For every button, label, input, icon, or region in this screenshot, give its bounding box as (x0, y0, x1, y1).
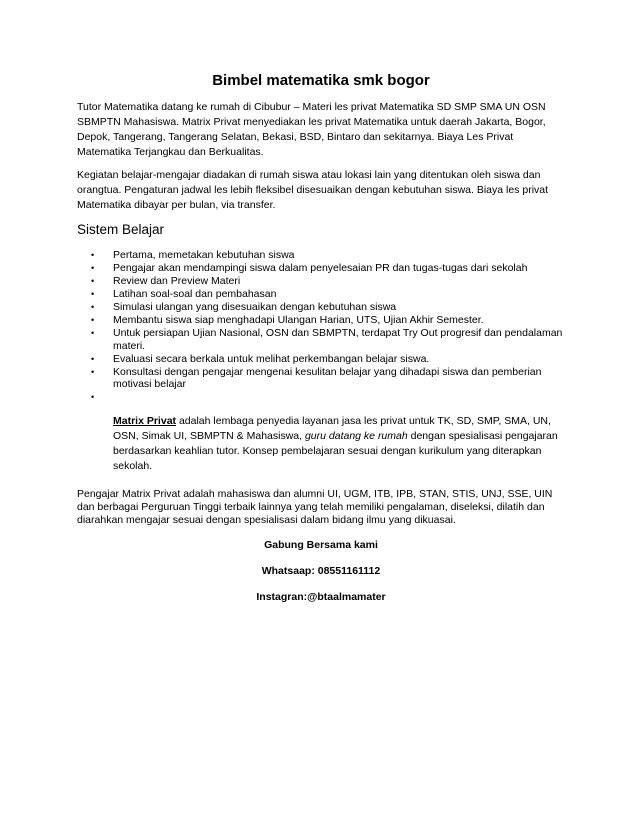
about-text-1: adalah lembaga penyedia layanan jasa les privat untuk TK, SD, SMP, SMA, UN, OSN, Simak UI, SBMPTN & Mahasiswa, (113, 414, 551, 442)
list-item (77, 275, 565, 288)
about-text-2: dengan spesialisasi pengajaran berdasarkan keahlian tutor. Konsep pembelajaran sesuai dengan kurikulum yang diterapkan sekolah. (113, 429, 558, 472)
list-item (77, 301, 565, 314)
list-item-text: Latihan soal-soal dan pembahasan (113, 288, 277, 300)
bullet-icon: • (91, 366, 95, 377)
list-item (77, 288, 565, 301)
list-item (77, 327, 565, 352)
list-item (77, 249, 565, 262)
list-item-text: Simulasi ulangan yang disesuaikan dengan kebutuhan siswa (113, 301, 397, 313)
learning-system-list (77, 249, 565, 404)
whatsapp-contact: Whatsaap: 08551161112 (261, 564, 381, 577)
list-item-text: Pengajar akan mendampingi siswa dalam penyelesaian PR dan tugas-tugas dari sekolah (113, 262, 528, 274)
about-paragraph (113, 414, 565, 474)
list-item (77, 353, 565, 366)
join-text: Gabung Bersama kami (264, 538, 378, 551)
bullet-icon: • (91, 263, 95, 273)
section-heading: Sistem Belajar (77, 222, 165, 237)
document-page (77, 72, 565, 617)
bullet-icon: • (91, 302, 95, 312)
bullet-icon: • (91, 392, 95, 402)
list-item-text: Konsultasi dengan pengajar mengenai kesulitan belajar yang dihadapi siswa dan pemberian motivasi belajar (113, 365, 542, 390)
instagram-contact: Instagran:@btaalmamater (256, 590, 386, 603)
about-italic-text: guru datang ke rumah (304, 429, 408, 442)
tutors-paragraph: Pengajar Matrix Privat adalah mahasiswa dan alumni UI, UGM, ITB, IPB, STAN, STIS, UNJ, SSE, UIN dan berbagai Perguruan Tinggi terbaik lainnya yang telah memiliki pengalaman, diseleksi, dilatih dan diarahkan mengajar sesuai dengan spesialisasi dalam bidang ilmu yang dikuasai. (77, 487, 553, 526)
list-item-text: Review dan Preview Materi (113, 275, 241, 287)
bullet-icon: • (91, 289, 95, 299)
bullet-icon: • (91, 328, 95, 338)
document-title: Bimbel matematika smk bogor (212, 72, 430, 89)
intro-paragraph: Tutor Matematika datang ke rumah di Cibubur – Materi les privat Matematika SD SMP SMA UN OSN SBMPTN Mahasiswa. Matrix Privat menyediakan les privat Matematika untuk daerah Jakarta, Bogor, Depok, Tangerang, Tangerang Selatan, Bekasi, BSD, Bintaro dan sekitarnya. Biaya Les Privat Matematika Terjangkau dan Berkualitas. (77, 101, 546, 158)
matrix-privat-link[interactable]: Matrix Privat (113, 414, 177, 427)
list-item-text: Untuk persiapan Ujian Nasional, OSN dan SBMPTN, terdapat Try Out progresif dan pendalaman materi. (113, 327, 563, 352)
bullet-icon: • (91, 276, 95, 286)
list-item-text: Pertama, memetakan kebutuhan siswa (113, 249, 295, 261)
list-item (77, 262, 565, 275)
bullet-icon: • (91, 250, 95, 260)
list-item-text: Membantu siswa siap menghadapi Ulangan Harian, UTS, Ujian Akhir Semester. (113, 314, 484, 326)
list-item-empty (77, 391, 565, 404)
list-item-text: Evaluasi secara berkala untuk melihat perkembangan belajar siswa. (113, 352, 430, 365)
schedule-paragraph: Kegiatan belajar-mengajar diadakan di rumah siswa atau lokasi lain yang ditentukan oleh siswa dan orangtua. Pengaturan jadwal les lebih fleksibel disesuaikan dengan kebutuhan siswa. Biaya les privat Matematika dibayar per bulan, via transfer. (77, 169, 549, 211)
list-item (77, 366, 565, 391)
bullet-icon: • (91, 315, 95, 325)
list-item (77, 314, 565, 327)
bullet-icon: • (91, 353, 95, 364)
